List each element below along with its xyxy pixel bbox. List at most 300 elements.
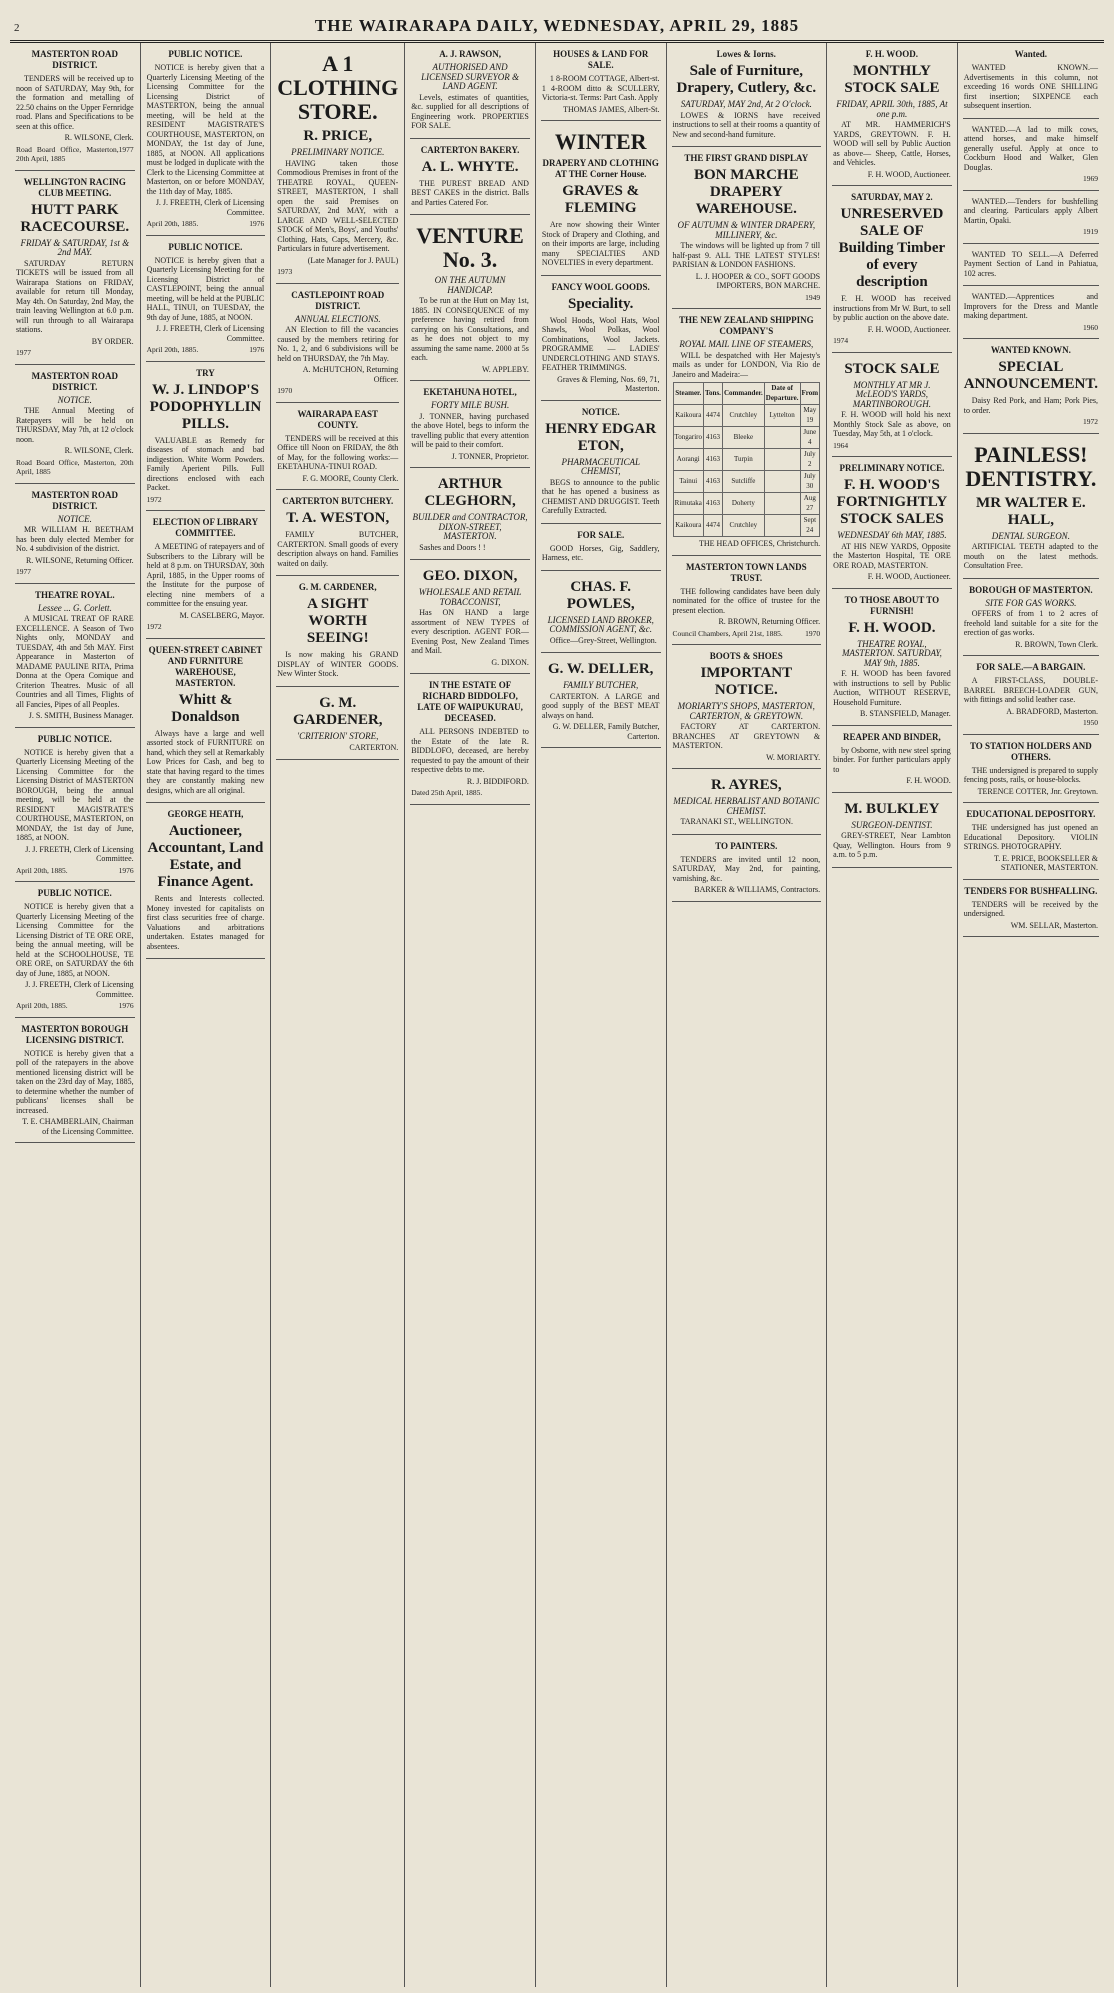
ad-body-text: WILL be despatched with Her Majesty's mails as under for LONDON, Via Rio de Janeiro and Madeira:—	[672, 350, 821, 379]
ad-signature: TERENCE COTTER, Jnr. Greytown.	[977, 786, 1099, 796]
table-row	[673, 405, 820, 427]
advertisement	[410, 43, 530, 139]
table-cell: 4163	[704, 449, 723, 471]
ad-date: 1970	[277, 386, 293, 395]
ad-heading: QUEEN-STREET CABINET AND FURNITURE WAREHOUSE, MASTERTON.	[148, 644, 263, 688]
ad-heading: FOR SALE.—A BARGAIN.	[976, 662, 1086, 672]
ad-heading: WAIRARAPA EAST COUNTY.	[297, 408, 379, 430]
ad-large-heading: Speciality.	[567, 295, 634, 312]
table-cell: Aorangi	[673, 449, 704, 471]
advertisement	[832, 726, 952, 793]
table-cell: 4474	[704, 515, 723, 537]
masthead	[10, 6, 1104, 43]
ad-footer	[964, 718, 1098, 728]
ad-signature: BY ORDER.	[91, 336, 134, 346]
advertisement	[963, 286, 1099, 339]
table-cell: 4163	[704, 493, 723, 515]
ad-footer	[147, 345, 265, 355]
ad-footer	[277, 386, 398, 396]
ad-heading: MASTERTON TOWN LANDS TRUST.	[685, 561, 807, 583]
ad-heading: PUBLIC NOTICE.	[37, 733, 112, 744]
shipping-schedule-table	[673, 382, 821, 537]
ad-large-heading: R. AYRES,	[710, 777, 782, 793]
ad-body-text: J. TONNER, having purchased the above Hotel, begs to inform the travelling public that every attention will be paid to their comfort.	[411, 411, 529, 449]
ad-heading: F. H. WOOD.	[865, 49, 919, 59]
ad-heading: IN THE ESTATE OF RICHARD BIDDOLFO, LATE OF WAIPUKURAU, DECEASED.	[417, 680, 523, 723]
table-header-row	[673, 383, 820, 405]
ad-subheading: FAMILY BUTCHER,	[563, 680, 639, 690]
ad-body-text: THE following candidates have been duly nominated for the office of trustee for the present election.	[672, 586, 821, 615]
advertisement	[15, 728, 135, 883]
advertisement	[410, 468, 530, 560]
ad-heading: MASTERTON BOROUGH LICENSING DISTRICT.	[21, 1023, 129, 1045]
ad-large-heading: IMPORTANT NOTICE.	[700, 665, 793, 698]
ad-large-heading: F. H. WOOD.	[848, 619, 936, 636]
ad-body-text: FAMILY BUTCHER, CARTERTON. Small goods of every description always on hand. Families waited on daily.	[277, 530, 399, 568]
advertisement	[276, 490, 399, 576]
ad-heading: TENDERS FOR BUSHFALLING.	[964, 885, 1098, 896]
ad-footer	[673, 629, 821, 639]
ad-heading: Wanted.	[1014, 49, 1047, 59]
ad-large-heading: G. W. DELLER,	[547, 661, 654, 677]
ad-number: 1976	[249, 345, 265, 354]
ad-subheading: NOTICE.	[57, 394, 92, 405]
column-header: Commander.	[722, 383, 764, 405]
ad-heading: TRY	[196, 367, 215, 378]
ad-subheading: Lessee ... G. Corlett.	[37, 602, 112, 613]
ad-date: 1972	[146, 622, 162, 631]
ad-large-heading: A. L. WHYTE.	[421, 158, 519, 175]
ad-subheading: BUILDER and CONTRACTOR, DIXON-STREET, MASTERTON.	[412, 512, 528, 541]
ad-number: 1919	[1083, 227, 1099, 236]
ad-heading: THE FIRST GRAND DISPLAY	[684, 153, 809, 163]
advertisement	[146, 362, 266, 512]
advertisement	[541, 43, 661, 121]
ad-signature: F. H. WOOD.	[906, 776, 951, 785]
ad-footer	[16, 145, 134, 164]
ad-body-text: NOTICE is hereby given that a Quarterly Licensing Meeting for the Licensing District of CASTLEPOINT, being the annual meeting, will be held at the PUBLIC HALL, TINUI, on TUESDAY, the 9th day of June, 1885, at NOON.	[146, 255, 265, 322]
ad-large-heading: F. H. WOOD'S FORTNIGHTLY STOCK SALES	[836, 477, 948, 527]
advertisement	[146, 236, 266, 362]
ad-body-text: THE undersigned has just opened an Educational Depository. VIOLIN STRINGS. PHOTOGRAPHY.	[963, 823, 1099, 851]
ad-number: 1976	[118, 865, 134, 875]
ad-subheading: ROYAL MAIL LINE OF STEAMERS,	[679, 339, 814, 349]
ad-heading: DRAPERY AND CLOTHING AT THE Corner House.	[542, 158, 659, 179]
ad-body-text: Wool Hoods, Wool Hats, Wool Shawls, Wool Polkas, Wool Combinations, Wool Jackets. PROGRAMME — LADIES' UNDERCLOTHING AND STAYS. FEATHER TRIMMINGS.	[541, 315, 660, 372]
ad-large-heading: HENRY EDGAR ETON,	[545, 420, 657, 454]
ad-body-text: Levels, estimates of quantities, &c. supplied for all descriptions of Engineering work. PROPERTIES FOR SALE.	[411, 92, 529, 130]
ad-body-text: GREY-STREET, Near Lambton Quay, Wellington. Hours from 9 a.m. to 5 p.m.	[833, 831, 951, 859]
ad-heading: G. M. CARDENER,	[298, 582, 377, 592]
ad-heading: BOOTS & SHOES	[709, 651, 783, 661]
ad-body-text: NOTICE is hereby given that a poll of the ratepayers in the above mentioned licensing district will be taken on the 23rd day of May, 1885, to determine whether the number of publicans' licenses shall be increased.	[16, 1048, 134, 1115]
ad-body-text: WANTED TO SELL.—A Deferred Payment Section of Land in Pahiatua, 102 acres.	[963, 249, 1099, 278]
ad-body-text: A MUSICAL TREAT OF RARE EXCELLENCE. A Season of Two Nights only, MONDAY and TUESDAY, 4th and 5th MAY. First Appearance in Masterton of MADAME PAULINE RITA, Prima Donna at the Opera Comique and Criterion Theatres. Music of all Countries and all Times, Flights of all Fancies, Pipes of all Peoples.	[16, 614, 134, 709]
table-cell: June 4	[800, 427, 820, 449]
ad-display-heading: VENTURE No. 3.	[416, 223, 524, 272]
ad-heading: NOTICE.	[581, 406, 620, 417]
ad-date: Road Board Office, Masterton, 20th April, 1885	[16, 144, 119, 163]
advertisement	[276, 687, 399, 760]
ad-large-heading: W. J. LINDOP'S PODOPHYLLIN PILLS.	[149, 381, 262, 432]
advertisement	[672, 556, 822, 646]
ad-signature: R. WILSONE, Clerk.	[64, 133, 134, 142]
advertisement	[832, 793, 952, 868]
table-cell: Crutchley	[722, 405, 764, 427]
ad-body-text: ARTIFICIAL TEETH adapted to the mouth on the latest methods. Consultation Free.	[963, 542, 1099, 570]
ad-heading: TO PAINTERS.	[715, 840, 778, 851]
ad-body-text: SATURDAY RETURN TICKETS will be issued from all Wairarapa Stations on FRIDAY, available for return till Monday, May 4th. On Saturday, 2nd May, the train leaving Wellington at 6.0 p.m. will run through to all Wairarapa stations.	[16, 258, 134, 334]
ad-heading: PUBLIC NOTICE.	[37, 888, 112, 898]
ad-number: 1950	[1083, 718, 1099, 727]
ad-large-heading: MONTHLY STOCK SALE	[844, 63, 940, 96]
ad-heading: MASTERTON ROAD DISTRICT.	[31, 489, 118, 511]
column-3	[271, 43, 405, 1987]
ad-number: 1972	[1083, 417, 1099, 426]
ad-heading: MASTERTON ROAD DISTRICT.	[31, 49, 118, 70]
ad-body-text: ALL PERSONS INDEBTED to the Estate of the late R. BIDDLOFO, deceased, are hereby requested to pay the amount of their respective debts to me.	[411, 727, 529, 774]
ad-number: 1976	[249, 219, 265, 228]
ad-heading: REAPER AND BINDER,	[843, 731, 941, 742]
ad-footer	[147, 622, 265, 632]
ad-footer	[16, 458, 134, 477]
ad-body-text: LOWES & IORNS have received instructions to sell at their rooms a quantity of New and second-hand furniture.	[672, 110, 821, 139]
table-cell: 4163	[704, 427, 723, 449]
ad-body-text: WANTED.—Tenders for bushfelling and clearing. Particulars apply Albert Martin, Opaki.	[963, 196, 1099, 225]
table-cell: Tainui	[673, 471, 704, 493]
advertisement	[963, 656, 1099, 735]
ad-signature: J. J. FREETH, Clerk of Licensing Committee.	[25, 980, 134, 999]
column-8	[958, 43, 1104, 1987]
ad-subheading: ON THE AUTUMN HANDICAP.	[434, 275, 506, 295]
ad-signature: THE HEAD OFFICES, Christchurch.	[698, 539, 821, 548]
ad-signature: F. G. MOORE, County Clerk.	[302, 473, 399, 483]
ad-large-heading: HUTT PARK RACECOURSE.	[20, 201, 130, 235]
ad-signature: R. BROWN, Returning Officer.	[718, 617, 821, 626]
ad-date: 1964	[833, 440, 849, 450]
advertisement	[963, 191, 1099, 244]
advertisement	[963, 434, 1099, 579]
ad-body-text: WANTED KNOWN.—Advertisements in this column, not exceeding 16 words ONE SHILLING first insertion; SIXPENCE each subsequent insertion.	[963, 63, 1099, 110]
ad-body-text: AT HIS NEW YARDS, Opposite the Masterton Hospital, TE ORE ORE ROAD, MASTERTON.	[833, 541, 951, 570]
column-1	[10, 43, 141, 1987]
ad-display-heading: WINTER	[554, 129, 647, 154]
advertisement	[146, 43, 266, 236]
ad-body-text: by Osborne, with new steel spring binder. For further particulars apply to	[833, 745, 951, 774]
ad-signature: T. E. PRICE, BOOKSELLER & STATIONER, MASTERTON.	[993, 853, 1099, 872]
ad-large-heading: MR WALTER E. HALL,	[976, 494, 1086, 528]
ad-body-text: F. H. WOOD has been favored with instructions to sell by Public Auction, WITHOUT RESERVE, Household Furniture.	[833, 669, 951, 707]
ad-signature: CARTERTON.	[349, 743, 399, 752]
advertisement	[15, 171, 135, 365]
table-row	[673, 427, 820, 449]
advertisement	[832, 353, 952, 458]
ad-signature: BARKER & WILLIAMS, Contractors.	[694, 885, 821, 894]
advertisement	[963, 735, 1099, 804]
ad-body-text: NOTICE is hereby given that a Quarterly Licensing Meeting of the Licensing Committee for the Licensing District of MASTERTON, being the annual meeting, will be held at the RESIDENT MAGISTRATE'S COURTHOUSE, MASTERTON, on MONDAY, the 1st day of June, 1885, at NOON. All applications must be lodged in duplicate with the Clerk to the Licensing Committee at Masterton, on or before MONDAY, the 11th day of May, 1885.	[146, 63, 265, 196]
ad-body-text: To be run at the Hutt on May 1st, 1885. IN CONSEQUENCE of my preference having retired from carrying on his Consultations, and as he does not object to my assuming the same name. 2000 at 5s each.	[411, 296, 529, 362]
ad-date: April 20th, 1885.	[146, 219, 199, 228]
ad-signature: W. MORIARTY.	[766, 752, 821, 762]
ad-large-heading: ARTHUR CLEGHORN,	[424, 476, 516, 509]
ad-heading: SATURDAY, MAY 2.	[851, 192, 933, 202]
column-2	[141, 43, 272, 1987]
ad-body-text: TENDERS are invited until 12 noon, SATURDAY, May 2nd, for painting, varnishing, &c.	[672, 854, 821, 883]
advertisement	[832, 43, 952, 186]
ad-heading: WELLINGTON RACING CLUB MEETING.	[23, 176, 126, 198]
ad-date: April 20th, 1885.	[16, 1001, 68, 1010]
ad-subheading: FRIDAY & SATURDAY, 1st & 2nd MAY.	[20, 237, 130, 257]
table-cell: 4163	[704, 471, 723, 493]
ad-subheading: MORIARTY'S SHOPS, MASTERTON, CARTERTON, & GREYTOWN.	[677, 701, 815, 721]
ad-display-heading: PAINLESS! DENTISTRY.	[965, 441, 1097, 491]
advertisement	[963, 579, 1099, 657]
columns	[10, 43, 1104, 1987]
ad-date: Council Chambers, April 21st, 1885.	[672, 628, 783, 638]
advertisement	[672, 147, 822, 309]
table-cell: Sept 24	[800, 515, 820, 537]
advertisement	[832, 186, 952, 353]
ad-date: April 20th, 1885.	[16, 865, 68, 875]
ad-large-heading: G. M. GARDENER,	[292, 694, 383, 728]
ad-signature: M. CASELBERG, Mayor.	[179, 610, 265, 620]
ad-subheading: PHARMACEUTICAL CHEMIST,	[561, 456, 640, 476]
advertisement	[832, 589, 952, 726]
ad-footer	[964, 323, 1098, 333]
ad-subheading: ANNUAL ELECTIONS.	[294, 313, 381, 324]
table-row	[673, 515, 820, 537]
column-5	[536, 43, 667, 1987]
ad-subheading: SITE FOR GAS WORKS.	[985, 597, 1077, 608]
ad-footer	[147, 219, 265, 229]
ad-large-heading: T. A. WESTON,	[286, 510, 390, 526]
ad-date: 1973	[277, 267, 293, 276]
ad-body-text: OFFERS of from 1 to 2 acres of freehold land suitable for a site for the erection of gas works.	[963, 609, 1099, 637]
ad-signature: A. BRADFORD, Masterton.	[1006, 706, 1099, 716]
table-cell: Tongariro	[673, 427, 704, 449]
ad-heading: ELECTION OF LIBRARY COMMITTEE.	[152, 517, 259, 538]
column-header: From	[800, 383, 820, 405]
column-header: Date of Departure.	[764, 383, 800, 405]
advertisement	[410, 560, 530, 674]
ad-subheading: SURGEON-DENTIST.	[851, 819, 933, 830]
ad-footer	[673, 293, 821, 303]
ad-subheading: MONTHLY AT MR J. McLEOD'S YARDS, MARTINBOROUGH.	[852, 379, 932, 409]
column-6	[667, 43, 828, 1987]
advertisement	[541, 401, 661, 524]
ad-heading: EDUCATIONAL DEPOSITORY.	[966, 809, 1096, 819]
ad-subheading: MEDICAL HERBALIST AND BOTANIC CHEMIST.	[673, 796, 820, 816]
advertisement	[672, 769, 822, 835]
ad-body-text: NOTICE is hereby given that a Quarterly Licensing Meeting of the Licensing Committee for the Licensing District of MASTERTON BOROUGH, being the annual meeting, will be held at the RESIDENT MAGISTRATE'S COURTHOUSE, MASTERTON, on MONDAY, the 1st day of June, 1885, at NOON.	[16, 747, 134, 842]
ad-subheading: 'CRITERION' STORE,	[297, 730, 379, 741]
table-cell: Crutchley	[722, 515, 764, 537]
ad-number: 1970	[805, 628, 821, 638]
advertisement	[146, 639, 266, 804]
ad-heading: CARTERTON BAKERY.	[420, 144, 520, 155]
ad-number: 1949	[805, 292, 821, 302]
ad-body-text: CARTERTON. A LARGE and good supply of the BEST MEAT always on hand.	[541, 691, 660, 720]
advertisement	[963, 244, 1099, 287]
ad-signature: T. E. CHAMBERLAIN, Chairman of the Licensing Committee.	[22, 1117, 134, 1136]
ad-heading: FOR SALE.	[577, 529, 625, 540]
ad-display-heading: A 1 CLOTHING STORE.	[277, 51, 399, 124]
ad-body-text: THE Annual Meeting of Ratepayers will be held on THURSDAY, May 7th, at 12 o'clock noon.	[16, 406, 134, 444]
ad-body-text: Are now showing their Winter Stock of Drapery and Clothing, and on their imports are large, including many SPECIALTIES AND NOVELTIES in every department.	[541, 220, 660, 267]
ad-signature: F. H. WOOD, Auctioneer.	[867, 324, 951, 334]
ad-body-text: F. H. WOOD has received instructions from Mr W. Burt, to sell by public auction on the above date.	[833, 294, 951, 322]
ad-body-text: TENDERS will be received by the undersigned.	[963, 899, 1099, 918]
ad-signature: F. H. WOOD, Auctioneer.	[867, 572, 951, 581]
column-header: Steamer.	[673, 383, 704, 405]
advertisement	[146, 803, 266, 959]
ad-date: 1972	[146, 494, 162, 504]
ad-number: 1960	[1083, 322, 1099, 332]
ad-body-text: TARANAKI ST., WELLINGTON.	[680, 817, 793, 826]
advertisement	[832, 457, 952, 589]
ad-large-heading: STOCK SALE	[844, 360, 940, 377]
ad-footer	[277, 267, 398, 277]
ad-signature: B. STANSFIELD, Manager.	[860, 709, 951, 718]
ad-signature: R. BROWN, Town Clerk.	[1015, 639, 1099, 649]
ad-body-text: The windows will be lighted up from 7 till half-past 9. ALL THE LATEST STYLES! PARISIAN & LONDON FASHIONS.	[672, 241, 821, 269]
ad-subheading: LICENSED LAND BROKER, COMMISSION AGENT, &c.	[547, 614, 654, 634]
ad-number: 1977	[118, 144, 134, 154]
advertisement	[672, 645, 822, 769]
ad-body-text: F. H. WOOD will hold his next Monthly Stock Sale as above, on Tuesday, May 5th, at 1 o'clock.	[833, 410, 951, 438]
advertisement	[15, 365, 135, 484]
ad-signature: THOMAS JAMES, Albert-St.	[563, 104, 660, 114]
ad-footer	[411, 788, 529, 798]
ad-footer	[964, 174, 1098, 184]
ad-signature: L. J. HOOPER & CO., SOFT GOODS IMPORTERS, BON MARCHE.	[695, 271, 821, 290]
ad-footer	[16, 1001, 134, 1011]
ad-body-text: Is now making his GRAND DISPLAY of WINTER GOODS. New Winter Stock.	[277, 650, 399, 678]
ad-heading: FANCY WOOL GOODS.	[551, 281, 650, 292]
ad-heading: CARTERTON BUTCHERY.	[282, 496, 394, 506]
ad-body-text: TENDERS will be received at this Office till Noon on FRIDAY, the 8th of May, for the following works:— EKETAHUNA-TINUI ROAD.	[277, 433, 399, 471]
column-header: Tons.	[704, 383, 723, 405]
ad-body-text: 1 8-ROOM COTTAGE, Albert-st. 1 4-ROOM ditto & SCULLERY, Victoria-st. Terms: Part Cash. Apply	[541, 74, 660, 102]
ad-large-heading: R. PRICE,	[303, 128, 373, 144]
ad-body-text: A MEETING of ratepayers and of Subscribers to the Library will be held at 8 p.m. on THURSDAY, 30th April, 1885, in the Upper rooms of the Institute for the purpose of electing nine members of a committee for the ensuing year.	[146, 542, 265, 608]
table-cell: Kaikoura	[673, 405, 704, 427]
ad-footer	[16, 567, 134, 577]
advertisement	[276, 576, 399, 687]
newspaper-title: THE WAIRARAPA DAILY, WEDNESDAY, APRIL 29, 1885	[314, 16, 800, 35]
advertisement	[276, 403, 399, 491]
ad-subheading: AUTHORISED AND LICENSED SURVEYOR & LAND AGENT.	[421, 62, 519, 91]
advertisement	[963, 339, 1099, 434]
ad-heading: Lowes & Iorns.	[716, 49, 776, 59]
ad-footer	[964, 227, 1098, 237]
ad-signature: F. H. WOOD, Auctioneer.	[867, 169, 951, 179]
ad-large-heading: Whitt & Donaldson	[171, 691, 240, 725]
ad-large-heading: SPECIAL ANNOUNCEMENT.	[963, 359, 1099, 392]
column-7	[827, 43, 958, 1987]
advertisement	[410, 215, 530, 381]
ad-heading: HOUSES & LAND FOR SALE.	[553, 49, 649, 70]
advertisement	[672, 309, 822, 556]
ad-large-heading: Auctioneer, Accountant, Land Estate, and Finance Agent.	[147, 823, 264, 890]
table-cell	[764, 449, 800, 471]
table-cell: July 30	[800, 471, 820, 493]
ad-footer	[964, 417, 1098, 427]
ad-body-text: NOTICE is hereby given that a Quarterly Licensing Meeting of the Licensing Committee for the Licensing District of TE ORE ORE, being the annual meeting, will be held at the SCHOOLHOUSE, TE ORE ORE, on SATURDAY the 6th day of June, 1885, at NOON.	[16, 902, 134, 978]
ad-heading: TO STATION HOLDERS AND OTHERS.	[969, 740, 1092, 762]
advertisement	[15, 882, 135, 1018]
ad-signature: R. WILSONE, Returning Officer.	[25, 555, 134, 565]
ad-date: 1977	[16, 567, 31, 576]
ad-signature: (Late Manager for J. PAUL)	[307, 255, 399, 265]
ad-date: Dated 25th April, 1885.	[411, 788, 483, 797]
ad-signature: J. S. SMITH, Business Manager.	[28, 711, 134, 720]
ad-body-text: HAVING taken those Commodious Premises in front of the THEATRE ROYAL, QUEEN-STREET, MASTERTON, I shall open the said Premises on SATURDAY, 2nd MAY, with a LARGE AND WELL-SELECTED STOCK of Men's, Boys', and Youths' Clothing, Hats, Caps, Mercery, &c. Particulars in future advertisement.	[277, 158, 399, 253]
ad-heading: THE NEW ZEALAND SHIPPING COMPANY'S	[679, 315, 814, 336]
ad-heading: THEATRE ROYAL.	[35, 589, 115, 600]
ad-subheading: PRELIMINARY NOTICE.	[291, 147, 385, 157]
advertisement	[15, 484, 135, 584]
ad-signature: R. J. BIDDIFORD.	[466, 776, 529, 786]
ad-heading: A. J. RAWSON,	[439, 49, 501, 59]
advertisement	[963, 43, 1099, 119]
ad-subheading: WHOLESALE AND RETAIL TOBACCONIST,	[418, 587, 522, 607]
ad-heading: PRELIMINARY NOTICE.	[839, 463, 945, 473]
ad-footer	[833, 441, 951, 451]
ad-footer	[833, 336, 951, 346]
table-cell: Sutcliffe	[722, 471, 764, 493]
advertisement	[672, 43, 822, 147]
table-row	[673, 471, 820, 493]
ad-date: 1974	[833, 336, 849, 345]
table-cell: Turpin	[722, 449, 764, 471]
ad-large-heading: Sale of Furniture, Drapery, Cutlery, &c.	[676, 63, 817, 96]
column-4	[405, 43, 536, 1987]
ad-footer	[16, 348, 134, 358]
advertisement	[541, 276, 661, 401]
advertisement	[15, 584, 135, 728]
ad-signature: A. McHUTCHON, Returning Officer.	[302, 365, 399, 384]
table-cell: 4474	[704, 405, 723, 427]
ad-body-text: GOOD Horses, Gig, Saddlery, Harness, etc.	[541, 543, 660, 562]
advertisement	[410, 381, 530, 468]
ad-heading: BOROUGH OF MASTERTON.	[969, 584, 1093, 595]
ad-subheading: FRIDAY, APRIL 30th, 1885, At one p.m.	[836, 99, 948, 119]
ad-body-text: FACTORY AT CARTERTON. BRANCHES AT GREYTOWN & MASTERTON.	[672, 722, 821, 750]
table-cell: Aug 27	[800, 493, 820, 515]
ad-heading: EKETAHUNA HOTEL,	[423, 387, 517, 397]
advertisement	[541, 571, 661, 654]
advertisement	[410, 139, 530, 216]
table-row	[673, 493, 820, 515]
ad-subheading: NOTICE.	[57, 513, 92, 524]
ad-body-text: AT MR. HAMMERICH'S YARDS, GREYTOWN. F. H. WOOD will sell by Public Auction as above— Sheep, Cattle, Horses, and Vehicles.	[833, 120, 951, 167]
page-number: 2	[14, 22, 20, 34]
ad-body-text: TENDERS will be received up to noon of SATURDAY, May 9th, for the formation and metalling of 22.50 chains on the Upper Fernridge road. Plans and Specifications to be seen at this office.	[16, 74, 134, 131]
advertisement	[15, 43, 135, 171]
advertisement	[541, 524, 661, 571]
ad-date: 1977	[16, 348, 31, 357]
ad-body-text: Sashes and Doors ! !	[419, 542, 486, 552]
ad-heading: CASTLEPOINT ROAD DISTRICT.	[291, 289, 385, 311]
table-cell: Kaikoura	[673, 515, 704, 537]
ad-heading: WANTED KNOWN.	[990, 345, 1071, 355]
table-cell: May 19	[800, 405, 820, 427]
ad-large-heading: UNRESERVED SALE OF Building Timber of every description	[838, 206, 946, 290]
ad-body-text: WANTED.—Apprentices and Improvers for the Dress and Mantle making department.	[963, 292, 1099, 320]
ad-footer	[147, 495, 265, 505]
ad-signature: W. APPLEBY.	[481, 364, 529, 374]
